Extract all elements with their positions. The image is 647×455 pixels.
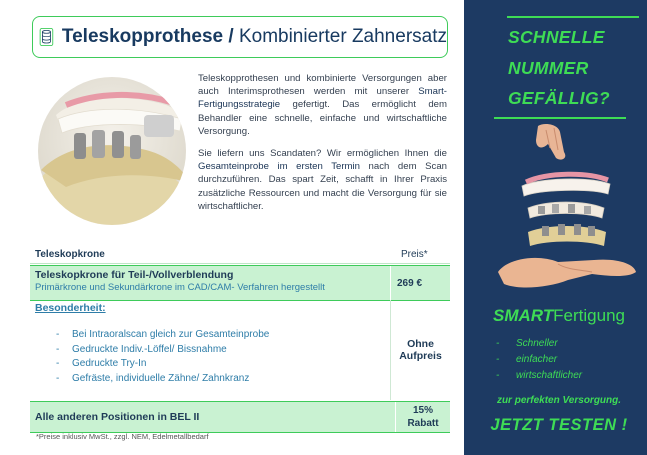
table-header (30, 245, 450, 264)
row3-title: Alle anderen Positionen in BEL II (35, 411, 200, 423)
title-banner (32, 16, 448, 58)
price-table (30, 245, 450, 429)
divider (507, 16, 639, 18)
list-item: - Gedruckte Try-In (35, 357, 390, 372)
list-item: - Bei Intraoralscan gleich zur Gesamteinprobe (35, 328, 390, 343)
list-item: - wirtschaftlicher (496, 368, 582, 384)
price-footnote: *Preise inklusiv MwSt., zzgl. NEM, Edelmetallbedarf (36, 432, 209, 441)
promo-headline: SCHNELLE NUMMER GEFÄLLIG? (508, 27, 610, 108)
promo-panel (464, 0, 647, 455)
header-item: Teleskopkrone (35, 248, 105, 260)
table-row-teleskopkrone (30, 265, 450, 301)
table-row-besonderheit (30, 300, 450, 400)
title-bold: Teleskopprothese / (61, 26, 234, 47)
cta-jetzt-testen[interactable]: JETZT TESTEN ! (490, 416, 628, 434)
divider (494, 117, 626, 119)
list-item: - Schneller (496, 336, 582, 352)
hands-prosthesis-illustration (498, 122, 638, 300)
row1-title: Teleskopkrone für Teil-/Vollverblendung (35, 269, 234, 281)
row2-title: Besonderheit: (35, 302, 106, 314)
promo-tagline: zur perfekten Versorgung. (496, 395, 622, 406)
row2-price: Ohne Aufpreis (390, 300, 450, 400)
list-item: - einfacher (496, 352, 582, 368)
list-item: - Gefräste, individuelle Zähne/ Zahnkranz (35, 372, 390, 387)
highlight-gesamteinprobe: Gesamteinprobe im ersten Termin (198, 161, 360, 173)
title-rest: Kombinierter Zahnersatz (238, 26, 447, 47)
besonderheit-list (35, 328, 390, 386)
row1-price: 269 € (390, 266, 450, 300)
telescope-prosthesis-photo (26, 75, 198, 227)
highlight-smart: Smart-Fertigungsstrategie (198, 86, 447, 111)
intro-text (198, 72, 447, 222)
benefit-list (496, 336, 582, 384)
page-title (62, 26, 447, 48)
intro-paragraph-1: Teleskopprothesen und kombinierte Versorgungen aber auch Interimsprothesen werden mit unserer Smart-Fertigungsstrategie gefertigt. Das ermöglicht dem Behandler eine schnelle, einfache und wirtschaftliche Versorgung. (198, 73, 447, 137)
row1-subtitle: Primärkrone und Sekundärkrone im CAD/CAM- Verfahren hergestellt (35, 282, 325, 293)
database-icon (39, 20, 54, 54)
table-row-bel2 (30, 401, 450, 433)
intro-paragraph-2: Sie liefern uns Scandaten? Wir ermöglichen Ihnen die Gesamteinprobe im ersten Termin nach dem Scan durchzuführen. Das spart Zeit, schafft in Ihrer Praxis zusätzliche Ressourcen und macht die Versorgung für sie wirtschaftlicher. (198, 148, 447, 212)
list-item: - Gedruckte Indiv.-Löffel/ Bissnahme (35, 343, 390, 358)
header-price: Preis* (401, 248, 428, 260)
row3-price: 15% Rabatt (395, 402, 450, 432)
smart-fertigung-title: SMARTFertigung (493, 306, 625, 325)
